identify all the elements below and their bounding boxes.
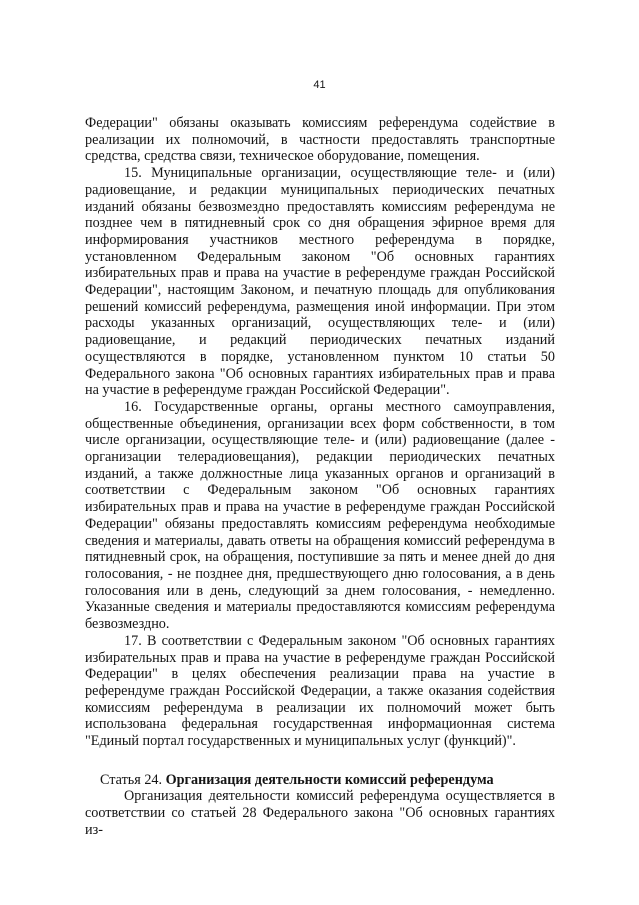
article-label: Статья 24. xyxy=(100,771,163,788)
page-number: 41 xyxy=(313,79,326,91)
paragraph-continuation: Федерации" обязаны оказывать комиссиям референдума содействие в реализации их полномочий, в частности предоставлять транспортные средства, средства связи, техническое оборудование, помещения. xyxy=(85,115,555,165)
article-body: Организация деятельности комиссий референдума осуществляется в соответствии со статьей 28 Федерального закона "Об основных гарантиях из- xyxy=(85,788,555,838)
article-heading xyxy=(85,772,555,789)
document-body xyxy=(85,115,555,839)
paragraph-17: 17. В соответствии с Федеральным законом "Об основных гарантиях избирательных прав и права на участие в референдуме граждан Российской Федерации" в целях обеспечения реализации права на участие в референдуме граждан Российской Федерации, а также оказания содействия комиссиям референдума в реализации их полномочий может быть использована федеральная государственная информационная система "Единый портал государственных и муниципальных услуг (функций)". xyxy=(85,632,555,750)
article-title: Организация деятельности комиссий референдума xyxy=(165,771,494,788)
paragraph-15: 15. Муниципальные организации, осуществляющие теле- и (или) радиовещание, и редакции муниципальных периодических печатных изданий обязаны безвозмездно предоставлять комиссиям референдума не позднее чем в пятидневный срок со дня обращения эфирное время для информирования участников местного референдума в порядке, установленном Федеральным законом "Об основных гарантиях избирательных прав и права на участие в референдуме граждан Российской Федерации", настоящим Законом, и печатную площадь для опубликования решений комиссий референдума, размещения иной информации. При этом расходы указанных организаций, осуществляющих теле- и (или) радиовещание, и редакций периодических печатных изданий осуществляются в порядке, установленном пунктом 10 статьи 50 Федерального закона "Об основных гарантиях избирательных прав и права на участие в референдуме граждан Российской Федерации". xyxy=(85,165,555,399)
paragraph-16: 16. Государственные органы, органы местного самоуправления, общественные объединения, организации всех форм собственности, в том числе организации, осуществляющие теле- и (или) радиовещание (далее - организации телерадиовещания), редакции периодических печатных изданий, а также должностные лица указанных органов и организаций в соответствии с Федеральным законом "Об основных гарантиях избирательных прав и права на участие в референдуме граждан Российской Федерации" обязаны предоставлять комиссиям референдума необходимые сведения и материалы, давать ответы на обращения комиссий референдума в пятидневный срок, на обращения, поступившие за пять и менее дней до дня голосования, - не позднее дня, предшествующего дню голосования, а в день голосования или в день, следующий за днем голосования, - немедленно. Указанные сведения и материалы предоставляются комиссиям референдума безвозмездно. xyxy=(85,398,555,633)
